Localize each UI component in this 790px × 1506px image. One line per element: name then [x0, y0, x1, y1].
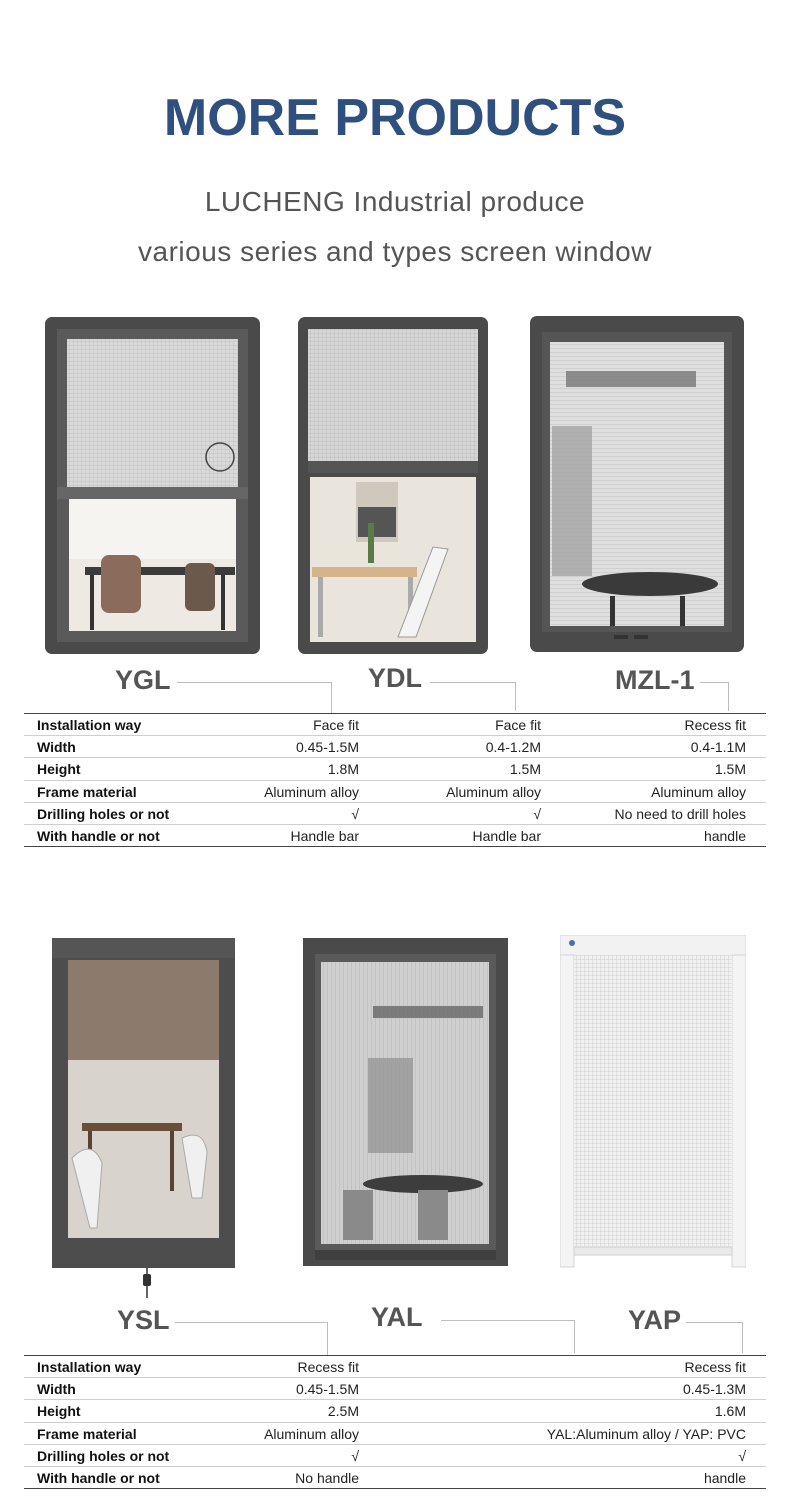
table-row [24, 1400, 766, 1422]
table-cell: Recess fit [684, 1359, 746, 1375]
table-cell: Aluminum alloy [446, 783, 541, 800]
model-label-mzl-1: MZL-1 [615, 665, 695, 695]
page-subtitle-line1: LUCHENG Industrial produce [204, 186, 586, 217]
table-cell: No need to drill holes [614, 805, 746, 822]
table-cell: No handle [295, 1469, 359, 1486]
table-row [24, 1467, 766, 1488]
table-row [24, 825, 766, 846]
spec-label: Frame material [37, 1425, 137, 1442]
table-row [24, 1445, 766, 1467]
model-label-yal: YAL [371, 1302, 423, 1332]
spec-label: Installation way [37, 717, 142, 733]
product-image-mzl-1 [530, 316, 744, 652]
table-cell: Handle bar [290, 827, 359, 844]
pvc-roller-screen-window-icon [560, 935, 746, 1269]
product-image-ysl [52, 938, 235, 1308]
vertical-pleated-screen-window-icon [298, 317, 488, 654]
spec-label: Width [37, 739, 76, 756]
spec-label: With handle or not [37, 827, 160, 844]
table-cell: 0.45-1.3M [682, 1381, 746, 1398]
table-cell: 1.5M [714, 761, 746, 778]
spec-label: Height [37, 761, 81, 778]
spec-table-group2 [24, 1355, 766, 1489]
table-cell: Aluminum alloy [264, 1425, 359, 1442]
label-connector [177, 682, 332, 713]
table-row [24, 1423, 766, 1445]
table-cell: Handle bar [472, 827, 541, 844]
table-cell: Recess fit [297, 1359, 359, 1375]
table-cell: YAL:Aluminum alloy / YAP: PVC [546, 1425, 746, 1442]
table-cell: 1.6M [714, 1403, 746, 1420]
label-connector [700, 682, 729, 711]
product-image-ygl [45, 317, 260, 654]
table-row [24, 1356, 766, 1378]
table-cell: 0.45-1.5M [295, 739, 359, 756]
table-row [24, 1378, 766, 1400]
spec-table-group1 [24, 713, 766, 847]
recessed-pleated-screen-window-icon [530, 316, 744, 652]
page-title: MORE PRODUCTS [163, 89, 627, 147]
roller-screen-with-pull-cord-icon [52, 938, 235, 1308]
spec-label: Drilling holes or not [37, 805, 170, 822]
label-connector [686, 1322, 743, 1353]
table-cell: 2.5M [327, 1403, 359, 1420]
table-cell: √ [533, 805, 541, 822]
product-image-ydl [298, 317, 488, 654]
double-hung-screen-window-icon [45, 317, 260, 654]
table-cell: Aluminum alloy [264, 783, 359, 800]
table-cell: Recess fit [684, 717, 746, 733]
spec-label: With handle or not [37, 1469, 160, 1486]
product-image-yal [303, 938, 508, 1266]
model-label-ysl: YSL [117, 1305, 170, 1335]
product-image-yap [560, 935, 746, 1269]
page-subtitle-line2: various series and types screen window [138, 236, 652, 267]
table-cell: √ [351, 805, 359, 822]
model-label-ydl: YDL [368, 663, 422, 693]
table-cell: Face fit [495, 717, 541, 733]
table-row [24, 714, 766, 736]
model-label-ygl: YGL [115, 665, 171, 695]
model-label-yap: YAP [628, 1305, 682, 1335]
spec-label: Installation way [37, 1359, 142, 1375]
table-cell: 0.4-1.2M [485, 739, 541, 756]
spec-label: Drilling holes or not [37, 1447, 170, 1464]
table-row [24, 803, 766, 825]
spec-label: Width [37, 1381, 76, 1398]
aluminum-roller-screen-window-icon [303, 938, 508, 1266]
table-cell: 0.4-1.1M [690, 739, 746, 756]
table-cell: Face fit [313, 717, 359, 733]
table-row [24, 736, 766, 758]
table-row [24, 758, 766, 780]
label-connector [441, 1320, 575, 1353]
table-cell: handle [703, 1469, 746, 1486]
spec-label: Height [37, 1403, 81, 1420]
table-row [24, 781, 766, 803]
spec-label: Frame material [37, 783, 137, 800]
table-cell: 0.45-1.5M [295, 1381, 359, 1398]
table-cell: 1.8M [327, 761, 359, 778]
table-cell: 1.5M [509, 761, 541, 778]
table-cell: Aluminum alloy [651, 783, 746, 800]
table-cell: handle [703, 827, 746, 844]
label-connector [430, 682, 516, 711]
label-connector [175, 1322, 328, 1355]
table-cell: √ [351, 1447, 359, 1464]
table-cell: √ [738, 1447, 746, 1464]
